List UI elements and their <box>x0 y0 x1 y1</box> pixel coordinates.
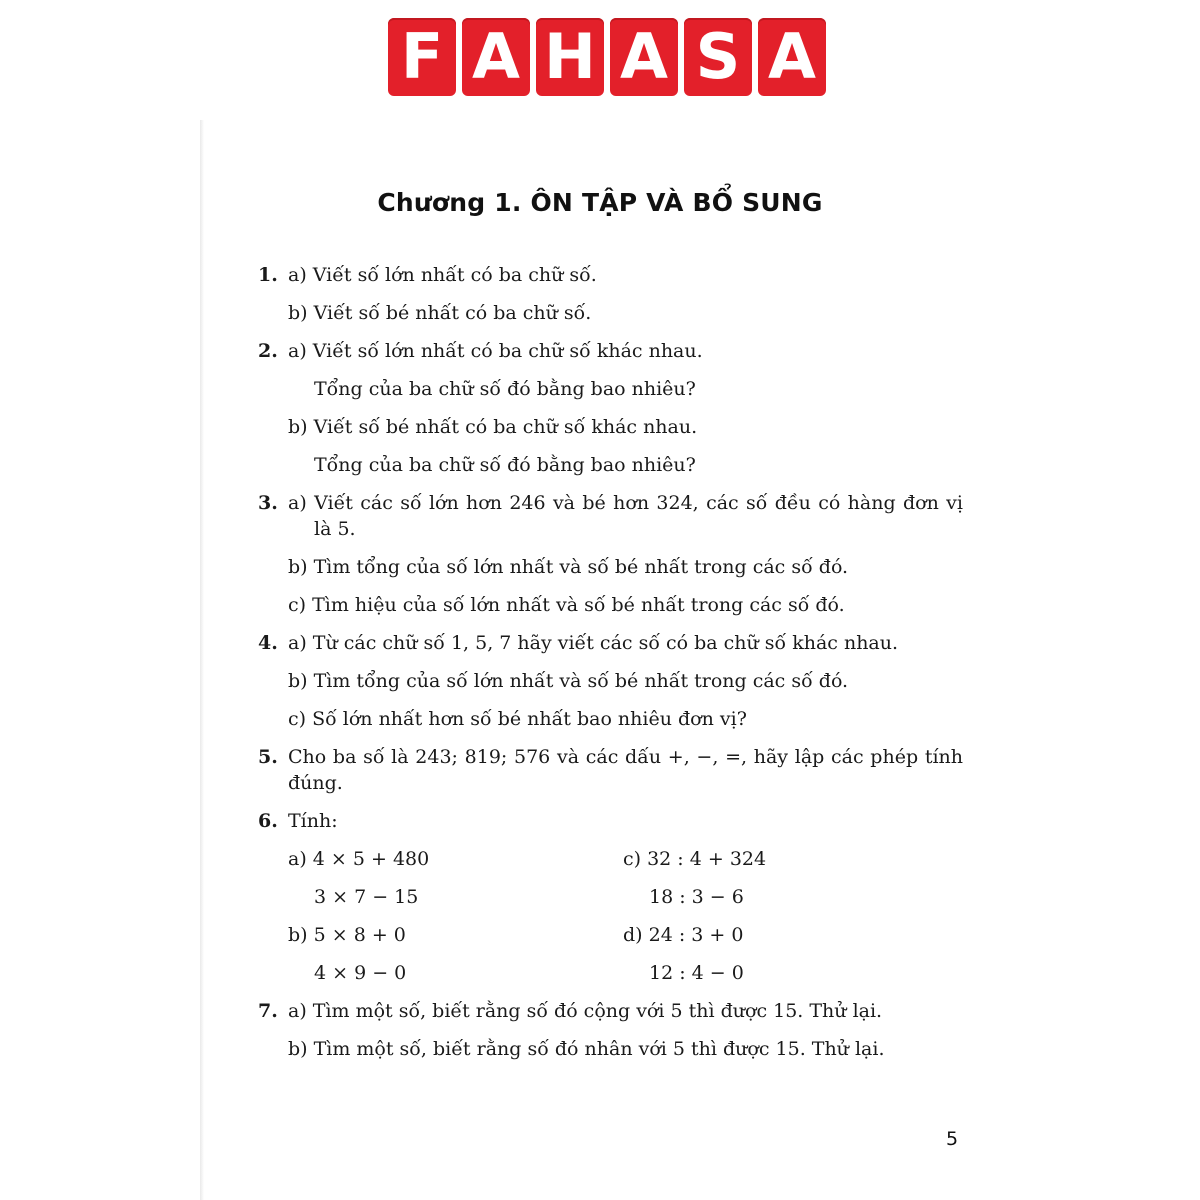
exercise-7 <box>258 998 963 1062</box>
calc-a1: a) 4 × 5 + 480 <box>288 848 430 870</box>
exercise-number: 5. <box>258 746 278 768</box>
logo-letter: A <box>758 18 826 96</box>
logo-letter: S <box>684 18 752 96</box>
exercise-number: 4. <box>258 632 278 654</box>
exercise-3b: b) Tìm tổng của số lớn nhất và số bé nhất trong các số đó. <box>288 556 849 578</box>
exercise-6 <box>258 808 963 986</box>
exercise-number: 7. <box>258 1000 278 1022</box>
exercise-1a: a) Viết số lớn nhất có ba chữ số. <box>288 264 597 286</box>
logo-letter: F <box>388 18 456 96</box>
exercise-4c: c) Số lớn nhất hơn số bé nhất bao nhiêu đơn vị? <box>288 708 747 730</box>
logo-letter: A <box>610 18 678 96</box>
calc-c1: c) 32 : 4 + 324 <box>623 848 767 870</box>
calc-group-c <box>623 846 958 910</box>
exercise-2a-question: Tổng của ba chữ số đó bằng bao nhiêu? <box>314 378 696 400</box>
exercise-4 <box>258 630 963 732</box>
exercise-list <box>258 262 963 1074</box>
exercise-2b: b) Viết số bé nhất có ba chữ số khác nhau. <box>288 416 698 438</box>
exercise-5-text: Cho ba số là 243; 819; 576 và các dấu +, −, =, hãy lập các phép tính đúng. <box>288 746 963 794</box>
exercise-2 <box>258 338 963 478</box>
exercise-7b: b) Tìm một số, biết rằng số đó nhân với 5 thì được 15. Thử lại. <box>288 1038 885 1060</box>
calc-a2: 3 × 7 − 15 <box>314 886 419 908</box>
chapter-title: Chương 1. ÔN TẬP VÀ BỔ SUNG <box>377 188 823 217</box>
exercise-1b: b) Viết số bé nhất có ba chữ số. <box>288 302 592 324</box>
page-number: 5 <box>946 1128 959 1150</box>
exercise-3a: a) Viết các số lớn hơn 246 và bé hơn 324, các số đều có hàng đơn vị là 5. <box>288 492 963 540</box>
calc-d2: 12 : 4 − 0 <box>649 962 744 984</box>
calc-group-d <box>623 922 958 986</box>
exercise-number: 6. <box>258 810 278 832</box>
exercise-number: 3. <box>258 492 278 514</box>
fahasa-logo <box>388 18 826 96</box>
exercise-number: 1. <box>258 264 278 286</box>
logo-letter: H <box>536 18 604 96</box>
exercise-6-text: Tính: <box>288 810 338 832</box>
calc-b1: b) 5 × 8 + 0 <box>288 924 406 946</box>
exercise-7a: a) Tìm một số, biết rằng số đó cộng với 5 thì được 15. Thử lại. <box>288 1000 883 1022</box>
calc-c2: 18 : 3 − 6 <box>649 886 744 908</box>
exercise-number: 2. <box>258 340 278 362</box>
exercise-5 <box>258 744 963 796</box>
calc-d1: d) 24 : 3 + 0 <box>623 924 744 946</box>
exercise-2a: a) Viết số lớn nhất có ba chữ số khác nhau. <box>288 340 703 362</box>
calculation-grid <box>288 846 963 986</box>
exercise-4a: a) Từ các chữ số 1, 5, 7 hãy viết các số có ba chữ số khác nhau. <box>288 632 899 654</box>
calc-group-a <box>288 846 623 910</box>
logo-letter: A <box>462 18 530 96</box>
exercise-3 <box>258 490 963 618</box>
exercise-3c: c) Tìm hiệu của số lớn nhất và số bé nhất trong các số đó. <box>288 594 845 616</box>
calc-group-b <box>288 922 623 986</box>
exercise-4b: b) Tìm tổng của số lớn nhất và số bé nhất trong các số đó. <box>288 670 849 692</box>
exercise-1 <box>258 262 963 326</box>
page-edge-shadow <box>200 120 204 1200</box>
exercise-2b-question: Tổng của ba chữ số đó bằng bao nhiêu? <box>314 454 696 476</box>
calc-b2: 4 × 9 − 0 <box>314 962 407 984</box>
